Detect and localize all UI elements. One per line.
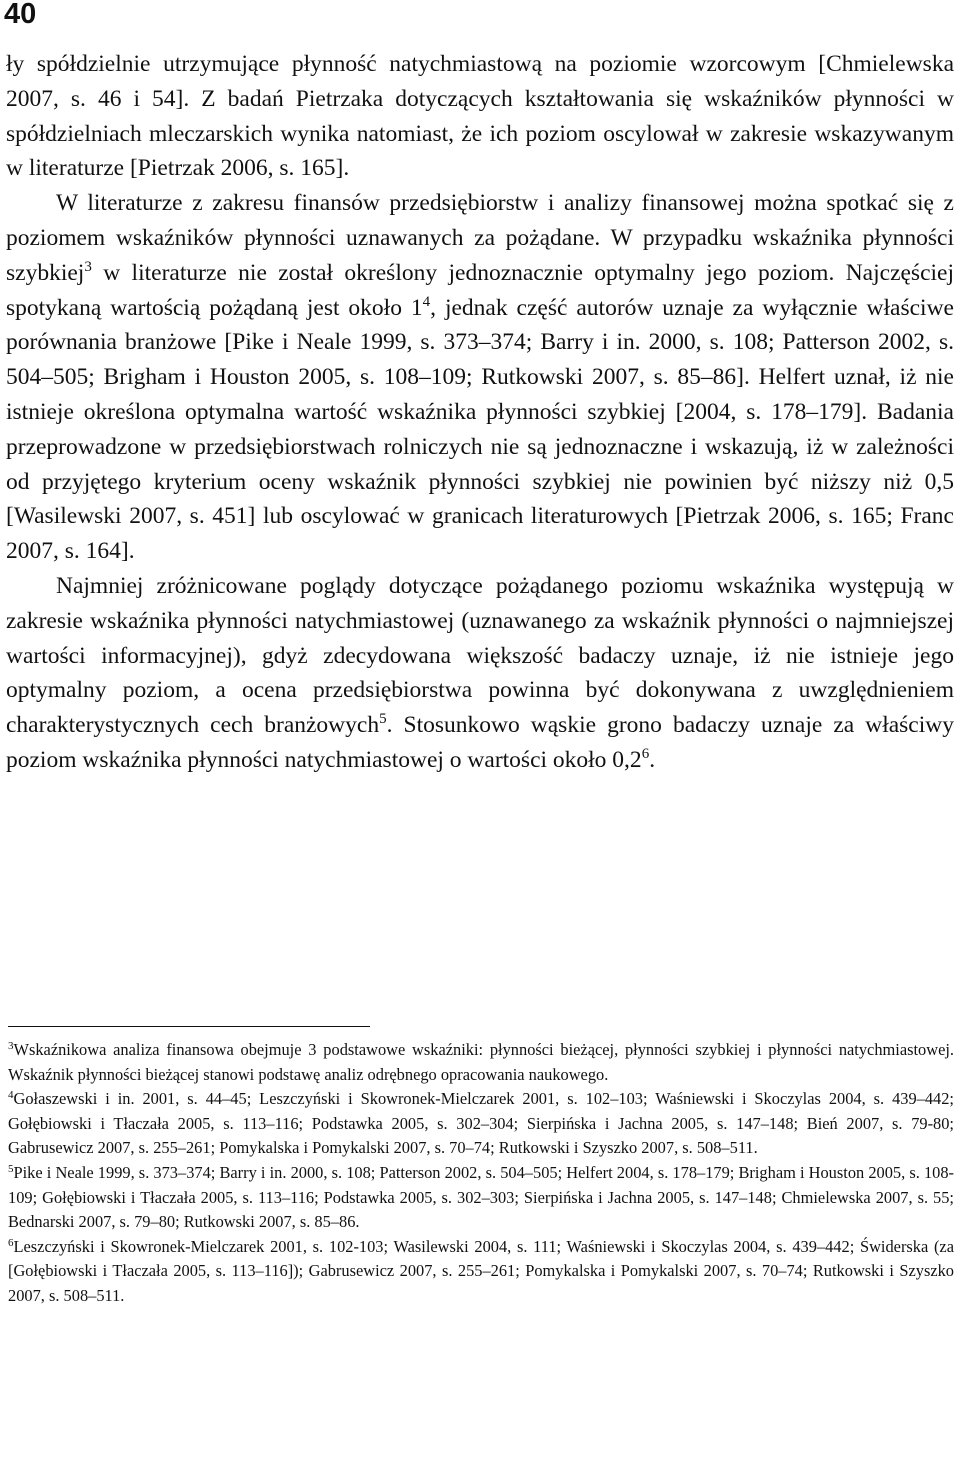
paragraph-continuation — [6, 47, 954, 186]
footnote-text: Leszczyński i Skowronek-Mielczarek 2001, s. 102-103; Wasilewski 2004, s. 111; Waśniewski i Skoczylas 2004, s. 439–442; Świderska (za [Gołębiowski i Tłaczała 2005, s. 113–116]); Gabrusewicz 2007, s. 255–261; Pomykalska i Pomykalski 2007, s. 70–74; Rutkowski i Szyszko 2007, s. 508–511. — [8, 1236, 954, 1305]
footnote-mark: 4 — [8, 1089, 14, 1102]
footnote-mark: 5 — [8, 1162, 14, 1175]
footnote-text: Gołaszewski i in. 2001, s. 44–45; Leszczyński i Skowronek-Mielczarek 2001, s. 102–103; Waśniewski i Skoczylas 2004, s. 439–442; Gołębiowski i Tłaczała 2005, s. 113–116; Podstawka 2005, s. 302–304; Sierpińska i Jachna 2005, s. 147–148; Bień 2007, s. 79-80; Gabrusewicz 2007, s. 255–261; Pomykalska i Pomykalski 2007, s. 70–74; Rutkowski i Szyszko 2007, s. 508–511. — [8, 1089, 954, 1158]
footnote-4 — [8, 1087, 954, 1161]
footnote-ref[interactable]: 5 — [379, 711, 387, 728]
paragraph-quick-ratio — [6, 186, 954, 569]
footnote-text: Pike i Neale 1999, s. 373–374; Barry i in. 2000, s. 108; Patterson 2002, s. 504–505; Helfert 2004, s. 178–179; Brigham i Houston 2005, s. 108-109; Gołębiowski i Tłaczała 2005, s. 113–116; Podstawka 2005, s. 302–303; Sierpińska i Jachna 2005, s. 147–148; Chmielewska 2007, s. 55; Bednarski 2007, s. 79–80; Rutkowski 2007, s. 85–86. — [8, 1162, 954, 1232]
paragraph-cash-ratio — [6, 569, 954, 778]
footnote-mark: 6 — [8, 1236, 14, 1249]
paragraph-text: W literaturze z zakresu finansów przedsiębiorstw i analizy finansowej można spotkać się z poziomem wskaźników płynności uznawanych za pożądane. W przypadku wskaźnika płynności szybkiej — [6, 190, 954, 286]
paragraph-text: . — [649, 746, 656, 773]
paragraph-text: ły spółdzielnie utrzymujące płynność natychmiastową na poziomie wzorcowym [Chmielewska 2007, s. 46 i 54]. Z badań Pietrzaka dotyczących kształtowania się wskaźników płynności w spółdzielniach mleczarskich wynika natomiast, że ich poziom oscylował w zakresie wskazywanym w literaturze [Pietrzak 2006, s. 165]. — [6, 51, 954, 182]
footnotes — [8, 1038, 954, 1309]
paragraph-text: Najmniej zróżnicowane poglądy dotyczące pożądanego poziomu wskaźnika występują w zakresie wskaźnika płynności natychmiastowej (uznawanego za wskaźnik płynności o najmniejszej wartości informacyjnej), gdyż zdecydowana większość badaczy uznaje, iż nie istnieje jego optymalny poziom, a ocena przedsiębiorstwa powinna być dokonywana z uwzględnieniem charakterystycznych cech branżowych — [6, 572, 954, 739]
footnote-3 — [8, 1038, 954, 1087]
footnote-6 — [8, 1235, 954, 1309]
body-text — [6, 47, 954, 778]
paragraph-text: w literaturze nie został określony jednoznacznie optymalny jego poziom. Najczęściej spotykaną wartością pożądaną jest około 1 — [6, 259, 954, 321]
footnote-mark: 3 — [8, 1040, 14, 1052]
paragraph-text: . Stosunkowo wąskie grono badaczy uznaje za właściwy poziom wskaźnika płynności natychmiastowej o wartości około 0,2 — [6, 712, 954, 773]
footnote-ref[interactable]: 6 — [641, 745, 650, 762]
page-number: 40 — [4, 0, 37, 30]
footnote-text: Wskaźnikowa analiza finansowa obejmuje 3 podstawowe wskaźniki: płynności bieżącej, płynności szybkiej i płynności natychmiastowej. Wskaźnik płynności bieżącej stanowi podstawę analiz odrębnego opracowania naukowego. — [8, 1040, 954, 1084]
footnote-separator — [8, 1026, 370, 1027]
footnote-ref[interactable]: 3 — [84, 258, 92, 275]
footnote-ref[interactable]: 4 — [422, 293, 431, 310]
footnote-5 — [8, 1161, 954, 1235]
paragraph-text: , jednak część autorów uznaje za wyłącznie właściwe porównania branżowe [Pike i Neale 1999, s. 373–374; Barry i in. 2000, s. 108; Patterson 2002, s. 504–505; Brigham i Houston 2005, s. 108–109; Rutkowski 2007, s. 85–86]. Helfert uznał, iż nie istnieje określona optymalna wartość wskaźnika płynności szybkiej [2004, s. 178–179]. Badania przeprowadzone w przedsiębiorstwach rolniczych nie są jednoznaczne i wskazują, iż w zależności od przyjętego kryterium oceny wskaźnik płynności szybkiej nie powinien być niższy niż 0,5 [Wasilewski 2007, s. 451] lub oscylować w granicach literaturowych [Pietrzak 2006, s. 165; Franc 2007, s. 164]. — [6, 294, 954, 565]
